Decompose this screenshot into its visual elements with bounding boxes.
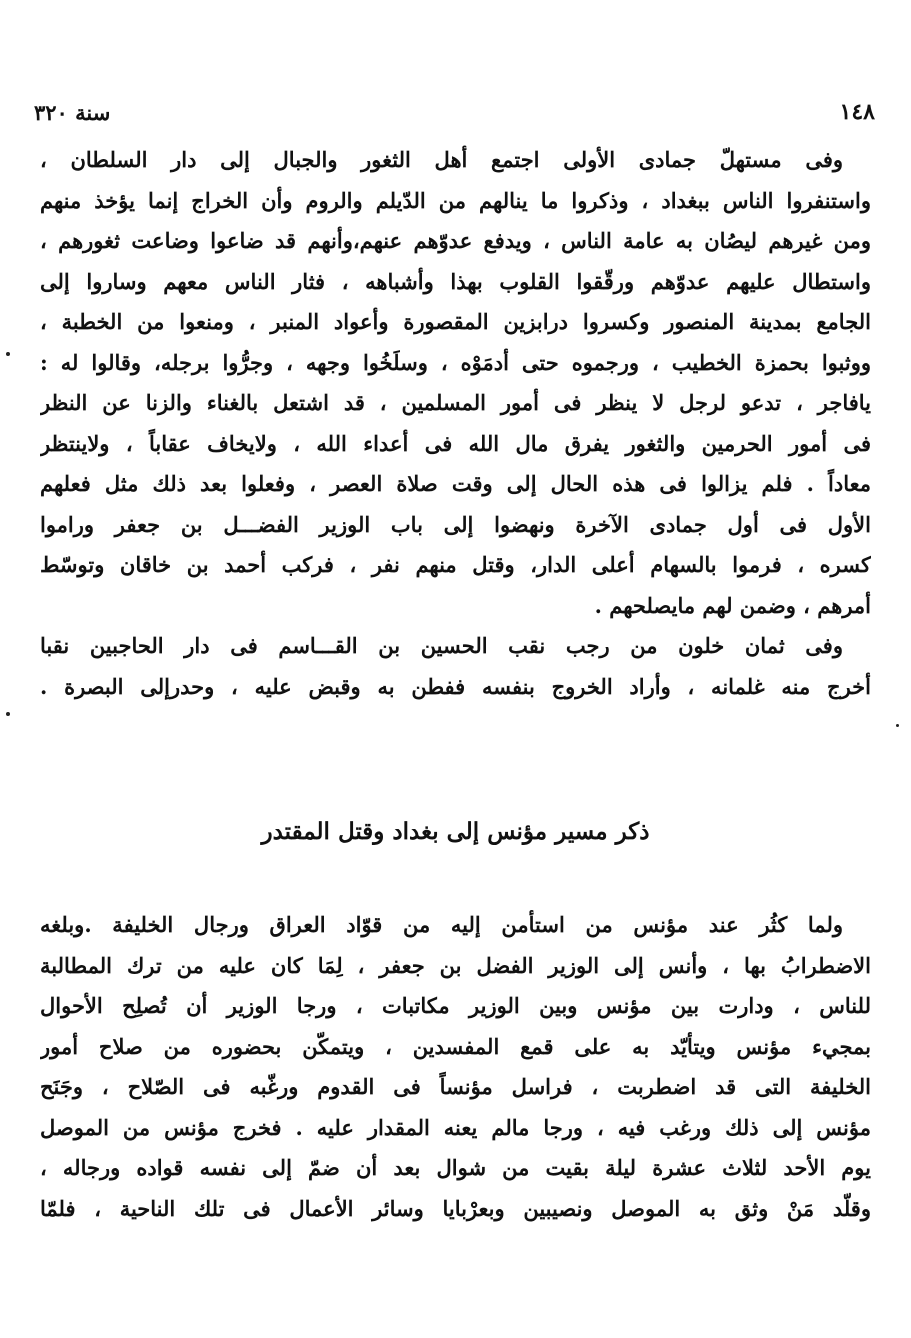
text-line: الاضطرابُ بها ، وأنس إلى الوزير الفضل بن جعفر ، لِمَا كان عليه من ترك المطالبة: [40, 952, 871, 978]
text-line: كسره ، فرموا بالسهام أعلى الدار، وقتل منهم نفر ، فركب أحمد بن خاقان وتوسّط: [40, 552, 871, 577]
text-line: وفى ثمان خلون من رجب نقب الحسين بن القـــاسم فى دار الحاجبين نقبا: [40, 633, 843, 658]
running-header: [34, 94, 875, 130]
text-line: ولما كثُر عند مؤنس من استأمن إليه من قوّاد العراق ورجال الخليفة .وبلغه: [40, 912, 843, 937]
year-label: سنة ٣٢٠: [34, 99, 111, 125]
text-line: معاداً . فلم يزالوا فى هذه الحال إلى وقت صلاة العصر ، وفعلوا بعد ذلك مثل فعلهم: [40, 471, 871, 496]
text-line: الجامع بمدينة المنصور وكسروا درابزين المقصورة وأعواد المنبر ، ومنعوا من الخطبة ،: [40, 309, 871, 334]
section-heading: ذكر مسير مؤنس إلى بغداد وقتل المقتدر: [261, 818, 650, 845]
text-line: الخليفة التى قد اضطربت ، فراسل مؤنساً فى القدوم ورغّبه فى الصّلاح ، وجَنَح: [40, 1074, 871, 1099]
text-line: وقلّد مَنْ وثق به الموصل ونصيبين وبعرْبايا وسائر الأعمال فى تلك الناحية ، فلمّا: [40, 1195, 871, 1221]
text-line: ووثبوا بحمزة الخطيب ، ورجموه حتى أدمَوْه ، وسلَخُوا وجهه ، وجرُّوا برجله، وقالوا له :: [40, 349, 871, 375]
text-line: أمرهم ، وضمن لهم مايصلحهم .: [594, 592, 871, 618]
scan-speck: [896, 724, 899, 727]
text-line: بمجيء مؤنس ويتأيّد به على قمع المفسدين ، ويتمكّن بحضوره من صلاح أمور: [40, 1033, 871, 1059]
text-line: أخرج منه غلمانه ، وأراد الخروج بنفسه ففطن به وقبض عليه ، وحدرإلى البصرة .: [40, 673, 871, 699]
text-line: واستنفروا الناس ببغداد ، وذكروا ما ينالهم من الدّيلم والروم وأن الخراج إنما يؤخذ منهم: [40, 187, 871, 213]
scan-speck: [6, 712, 10, 716]
text-line: فى أمور الحرمين والثغور يفرق مال الله فى أعداء الله ، ولايخاف عقاباً ، ولاينتظر: [40, 430, 871, 456]
text-block-first: [40, 140, 871, 707]
text-line: الأول فى أول جمادى الآخرة ونهضوا إلى باب الوزير الفضـــل بن جعفر وراموا: [40, 511, 871, 537]
scan-speck: [6, 352, 10, 356]
text-line: يافاجر ، تدعو لرجل لا ينظر فى أمور المسلمين ، قد اشتعل بالغناء والزنا عن النظر: [40, 390, 871, 415]
text-line: ومن غيرهم ليصُان به عامة الناس ، ويدفع عدوّهم عنهم،وأنهم قد ضاعوا وضاعت ثغورهم ،: [40, 228, 871, 253]
text-line: واستطال عليهم عدوّهم ورقّقوا القلوب بهذا وأشباهه ، فثار الناس معهم وساروا إلى: [40, 268, 871, 294]
text-line: يوم الأحد لثلاث عشرة ليلة بقيت من شوال بعد أن ضمّ إلى نفسه قواده ورجاله ،: [40, 1155, 871, 1180]
text-line: للناس ، ودارت بين مؤنس وبين الوزير مكاتبات ، ورجا الوزير أن تُصلِح الأحوال: [40, 993, 871, 1018]
text-block-second: [40, 905, 871, 1229]
page-number: ١٤٨: [839, 99, 875, 125]
text-line: مؤنس إلى ذلك ورغب فيه ، ورجا مالم يعنه المقدار عليه . فخرج مؤنس من الموصل: [40, 1114, 871, 1140]
text-line: وفى مستهلّ جمادى الأولى اجتمع أهل الثغور والجبال إلى دار السلطان ،: [40, 147, 843, 172]
